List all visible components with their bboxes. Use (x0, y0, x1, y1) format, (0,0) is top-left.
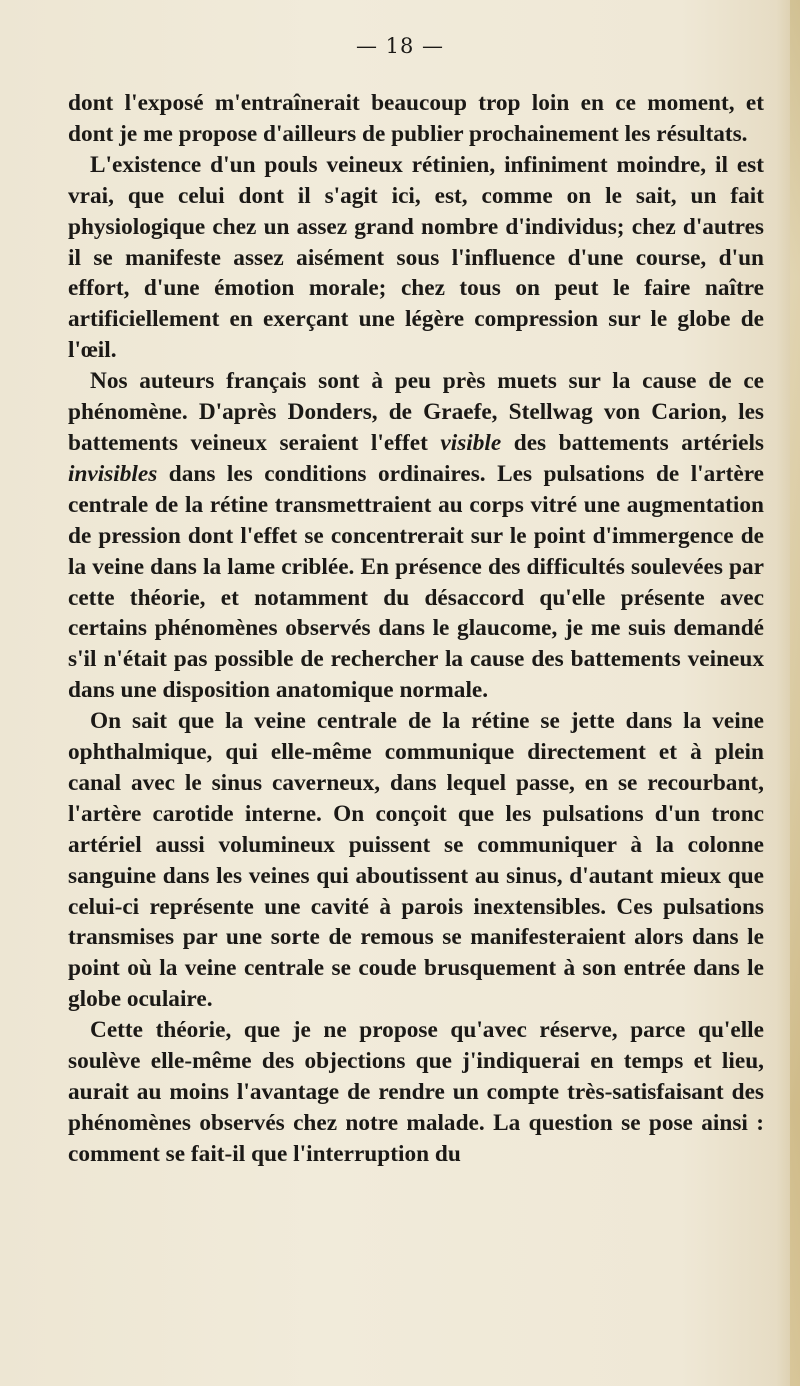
body-text (68, 88, 764, 1170)
paragraph-4-text: On sait que la veine centrale de la rétine se jette dans la veine ophthalmique, qui elle-même communique directement et à plein canal avec le sinus caverneux, dans lequel passe, en se recourbant, l'artère carotide interne. On conçoit que les pulsations d'un tronc artériel aussi volumineux puissent se communiquer à la colonne sanguine dans les veines qui aboutissent au sinus, d'autant mieux que celui-ci représente une cavité à parois inextensibles. Ces pulsations transmises par une sorte de remous se manifesteraient alors dans le point où la veine centrale se coude brusquement à son entrée dans le globe oculaire. (68, 708, 764, 1013)
paragraph-3-text-a: Nos auteurs français sont à peu près muets sur la cause de ce phénomène. D'après Donders, de Graefe, Stellwag von Carion, les battements veineux seraient l'effet (68, 368, 764, 456)
paragraph-3 (68, 366, 764, 706)
page-edge-stain (790, 0, 800, 1386)
paragraph-1 (68, 88, 764, 150)
paragraph-1-text: dont l'exposé m'entraînerait beaucoup trop loin en ce moment, et dont je me propose d'ailleurs de publier prochainement les résultats. (68, 90, 764, 147)
paragraph-5 (68, 1015, 764, 1170)
page-number: — 18 — (355, 34, 445, 58)
paragraph-4 (68, 706, 764, 1015)
paragraph-5-text: Cette théorie, que je ne propose qu'avec réserve, parce qu'elle soulève elle-même des objections que j'indiquerai en temps et lieu, aurait au moins l'avantage de rendre un compte très-satisfaisant des phénomènes observés chez notre malade. La question se pose ainsi : comment se fait-il que l'interruption du (68, 1017, 764, 1167)
emphasis-invisibles: invisibles (68, 460, 158, 487)
paragraph-3-text-c: dans les conditions ordinaires. Les pulsations de l'artère centrale de la rétine transmettraient au corps vitré une augmentation de pression dont l'effet se concentrerait sur le point d'immergence de la veine dans la lame criblée. En présence des difficultés soulevées par cette théorie, et notamment du désaccord qu'elle présente avec certains phénomènes observés dans le glaucome, je me suis demandé s'il n'était pas possible de rechercher la cause des battements veineux dans une disposition anatomique normale. (68, 460, 764, 704)
emphasis-visible: visible (440, 429, 502, 456)
paragraph-2-text: L'existence d'un pouls veineux rétinien, infiniment moindre, il est vrai, que celui dont il s'agit ici, est, comme on le sait, un fait physiologique chez un assez grand nombre d'individus; chez d'autres il se manifeste assez aisément sous l'influence d'une course, d'un effort, d'une émotion morale; chez tous on peut le faire naître artificiellement en exerçant une légère compression sur le globe de l'œil. (68, 151, 764, 364)
paragraph-3-text-b: des battements artériels (501, 429, 764, 456)
paragraph-2 (68, 150, 764, 366)
